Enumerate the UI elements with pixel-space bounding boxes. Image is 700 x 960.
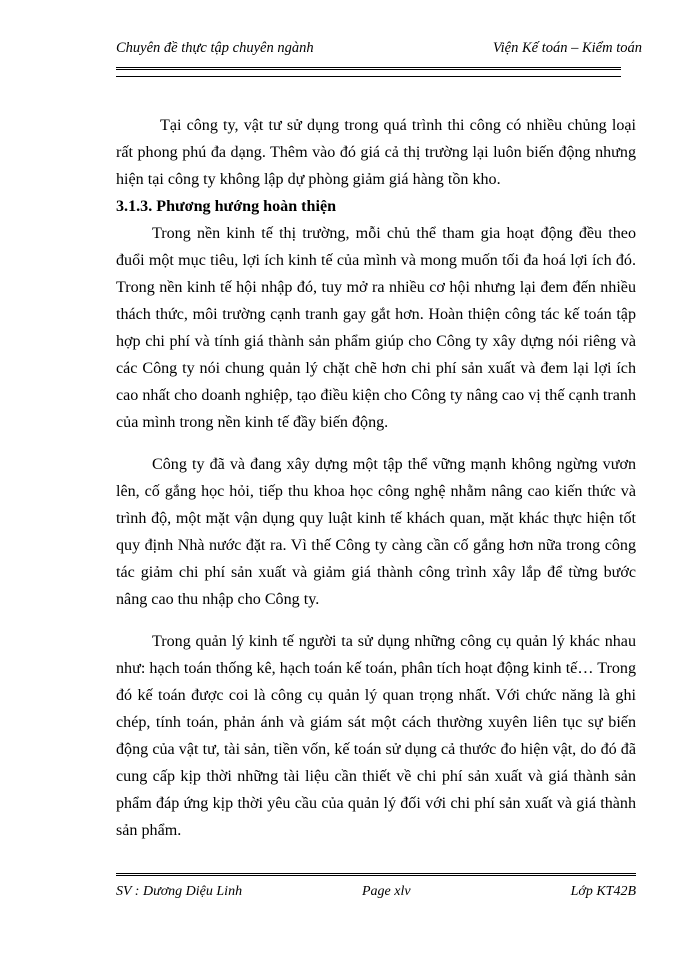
header-institute: Viện Kế toán – Kiểm toán (492, 40, 642, 56)
footer-class: Lớp KT42B (570, 884, 636, 899)
page-header (116, 40, 642, 62)
header-course-title: Chuyên đề thực tập chuyên ngành (116, 40, 314, 56)
footer-page-number: Page xlv (362, 884, 411, 899)
header-divider-thin (116, 76, 621, 77)
paragraph-materials: Tại công ty, vật tư sử dụng trong quá trình thi công có nhiều chủng loại rất phong phú đa dạng. Thêm vào đó giá cả thị trường lại luôn biến động nhưng hiện tại công ty không lập dự phòng giảm giá hàng tồn kho. (116, 117, 636, 188)
header-divider (116, 67, 621, 70)
section-heading: 3.1.3. Phương hướng hoàn thiện (116, 198, 337, 215)
page-footer (116, 884, 636, 906)
document-body (116, 112, 636, 844)
paragraph-company-development: Công ty đã và đang xây dựng một tập thể vững mạnh không ngừng vươn lên, cố gắng học hỏi, tiếp thu khoa học công nghệ nhằm nâng cao kiến thức và trình độ, một mặt vận dụng quy luật kinh tế khách quan, mặt khác thực hiện tốt quy định Nhà nước đặt ra. Vì thế Công ty càng cần cố gắng hơn nữa trong công tác giảm chi phí sản xuất và giảm giá thành công trình xây lắp để từng bước nâng cao thu nhập cho Công ty. (116, 456, 636, 608)
footer-student-name: SV : Dương Diệu Linh (116, 884, 243, 899)
footer-divider (116, 873, 636, 876)
paragraph-management-tools: Trong quản lý kinh tế người ta sử dụng những công cụ quản lý khác nhau như: hạch toán thống kê, hạch toán kế toán, phân tích hoạt động kinh tế… Trong đó kế toán được coi là công cụ quản lý quan trọng nhất. Với chức năng là ghi chép, tính toán, phản ánh và giám sát một cách thường xuyên liên tục sự biến động của vật tư, tài sản, tiền vốn, kế toán sử dụng cả thước đo hiện vật, do đó đã cung cấp kịp thời những tài liệu cần thiết về chi phí sản xuất và giá thành sản phẩm đáp ứng kịp thời yêu cầu của quản lý đối với chi phí sản xuất và giá thành sản phẩm. (116, 633, 636, 839)
paragraph-market-economy: Trong nền kinh tế thị trường, mỗi chủ thể tham gia hoạt động đều theo đuổi một mục tiêu, lợi ích kinh tế của mình và mong muốn tối đa hoá lợi ích đó. Trong nền kinh tế hội nhập đó, tuy mở ra nhiều cơ hội nhưng lại đem đến nhiều thách thức, môi trường cạnh tranh gay gắt hơn. Hoàn thiện công tác kế toán tập hợp chi phí và tính giá thành sản phẩm giúp cho Công ty xây dựng nói riêng và các Công ty nói chung quản lý chặt chẽ hơn chi phí sản xuất và đem lại lợi ích cao nhất cho doanh nghiệp, tạo điều kiện cho Công ty nâng cao vị thế cạnh tranh của mình trong nền kinh tế đầy biến động. (116, 225, 636, 431)
